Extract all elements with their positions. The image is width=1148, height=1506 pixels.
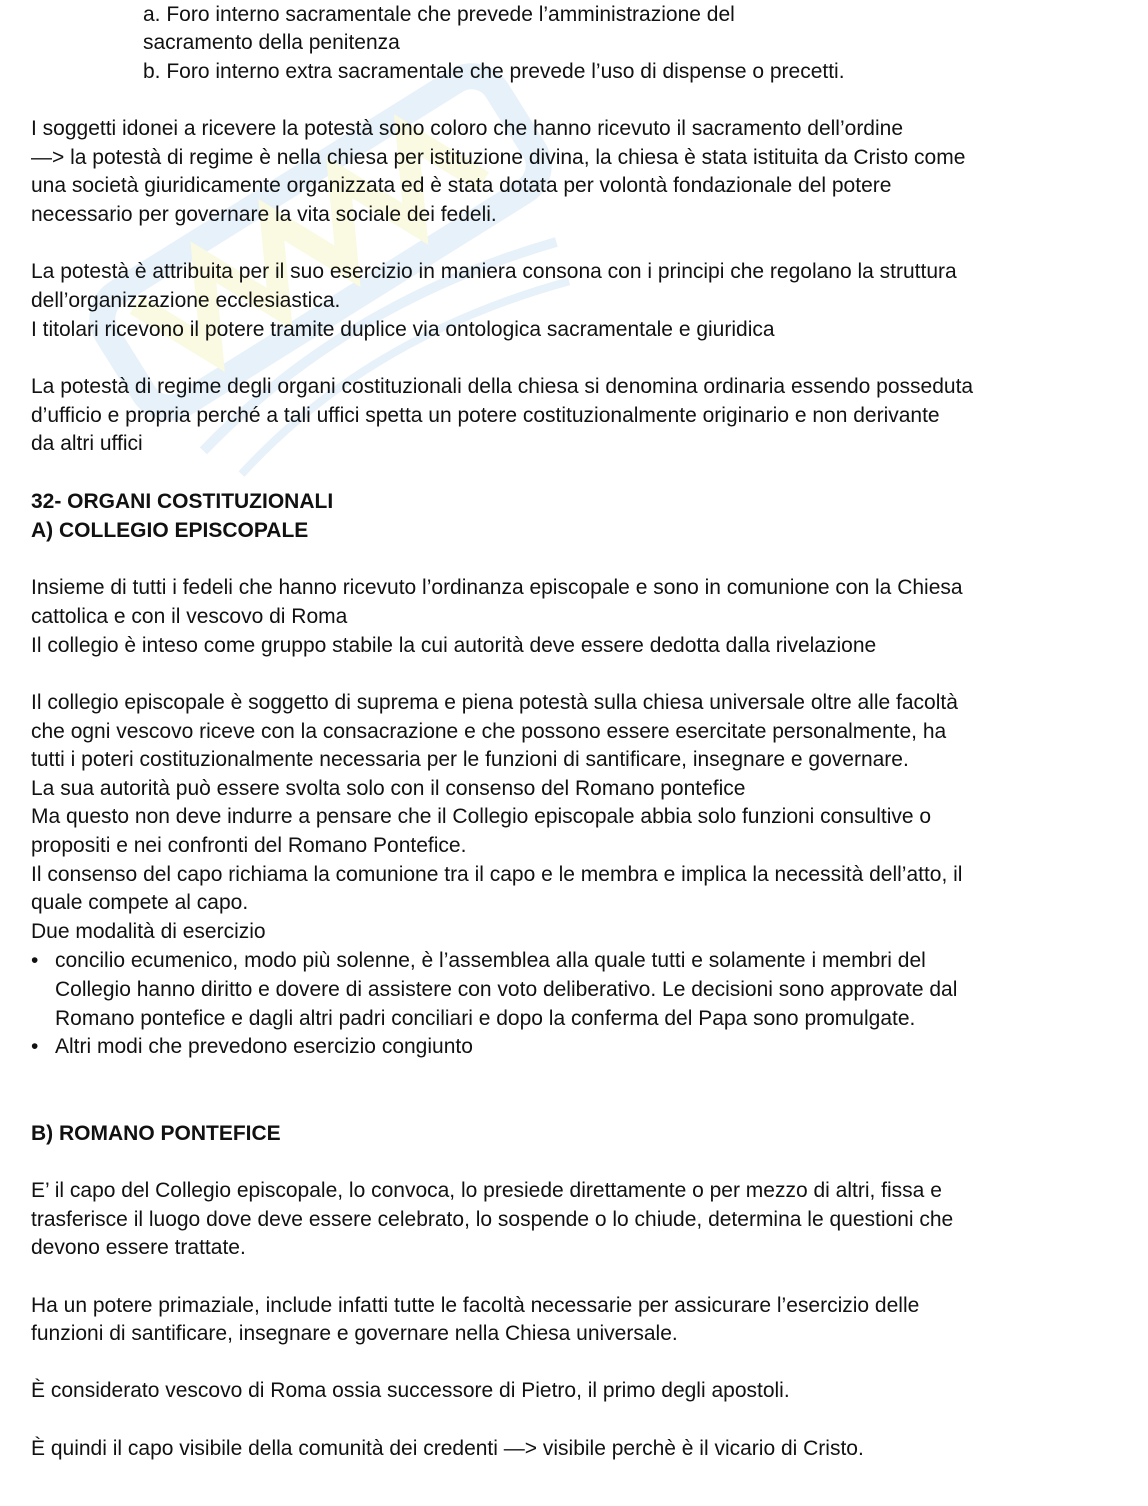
paragraph-line: funzioni di santificare, insegnare e governare nella Chiesa universale. (31, 1322, 678, 1345)
intro-item-b: b. Foro interno extra sacramentale che prevede l’uso di dispense o precetti. (143, 60, 845, 83)
paragraph-line: I titolari ricevono il potere tramite duplice via ontologica sacramentale e giuridica (31, 318, 775, 341)
paragraph-line: tutti i poteri costituzionalmente necessaria per le funzioni di santificare, insegnare e governare. (31, 748, 909, 771)
paragraph-line: E’ il capo del Collegio episcopale, lo convoca, lo presiede direttamente o per mezzo di altri, fissa e (31, 1179, 942, 1202)
paragraph-line: Ma questo non deve indurre a pensare che il Collegio episcopale abbia solo funzioni consultive o (31, 805, 932, 828)
paragraph-line: È quindi il capo visibile della comunità dei credenti —> visibile perchè è il vicario di Cristo. (31, 1437, 864, 1460)
paragraph-line: È considerato vescovo di Roma ossia successore di Pietro, il primo degli apostoli. (31, 1379, 790, 1402)
paragraph-line: che ogni vescovo riceve con la consacrazione e che possono essere esercitate personalmente, ha (31, 720, 947, 743)
subsection-heading-b: B) ROMANO PONTEFICE (31, 1122, 281, 1145)
paragraph-line: necessario per governare la vita sociale dei fedeli. (31, 203, 497, 226)
paragraph-line: dell’organizzazione ecclesiastica. (31, 289, 341, 312)
section-heading: 32- ORGANI COSTITUZIONALI (31, 490, 334, 513)
paragraph-line: Ha un potere primaziale, include infatti tutte le facoltà necessarie per assicurare l’esercizio delle (31, 1294, 920, 1317)
bullet-item-line: concilio ecumenico, modo più solenne, è l’assemblea alla quale tutti e solamente i membri del (55, 949, 926, 972)
paragraph-line: I soggetti idonei a ricevere la potestà sono coloro che hanno ricevuto il sacramento dell’ordine (31, 117, 904, 140)
paragraph-line: trasferisce il luogo dove deve essere celebrato, lo sospende o lo chiude, determina le questioni che (31, 1208, 954, 1231)
bullet-item-line: Romano pontefice e dagli altri padri conciliari e dopo la conferma del Papa sono promulgate. (55, 1007, 916, 1030)
paragraph-line: La potestà è attribuita per il suo esercizio in maniera consona con i principi che regolano la struttura (31, 260, 957, 283)
paragraph-line: devono essere trattate. (31, 1236, 246, 1259)
paragraph-line: Insieme di tutti i fedeli che hanno ricevuto l’ordinanza episcopale e sono in comunione con la Chiesa (31, 576, 963, 599)
paragraph-line: Il consenso del capo richiama la comunione tra il capo e le membra e implica la necessità dell’atto, il (31, 863, 963, 886)
paragraph-line: Due modalità di esercizio (31, 920, 266, 943)
bullet-item-line: Collegio hanno diritto e dovere di assistere con voto deliberativo. Le decisioni sono approvate dal (55, 978, 958, 1001)
subsection-heading-a: A) COLLEGIO EPISCOPALE (31, 519, 309, 542)
paragraph-line: Il collegio episcopale è soggetto di suprema e piena potestà sulla chiesa universale oltre alle facoltà (31, 691, 958, 714)
paragraph-line: da altri uffici (31, 432, 143, 455)
bullet-marker: • (31, 1035, 39, 1058)
intro-item-a: a. Foro interno sacramentale che prevede l’amministrazione del (143, 3, 735, 26)
intro-item-a-cont: sacramento della penitenza (143, 31, 400, 54)
paragraph-line: La sua autorità può essere svolta solo con il consenso del Romano pontefice (31, 777, 746, 800)
paragraph-line: La potestà di regime degli organi costituzionali della chiesa si denomina ordinaria essendo posseduta (31, 375, 974, 398)
paragraph-line: —> la potestà di regime è nella chiesa per istituzione divina, la chiesa è stata istituita da Cristo come (31, 146, 966, 169)
paragraph-line: d’ufficio e propria perché a tali uffici spetta un potere costituzionalmente originario e non derivante (31, 404, 940, 427)
paragraph-line: Il collegio è inteso come gruppo stabile la cui autorità deve essere dedotta dalla rivelazione (31, 634, 877, 657)
paragraph-line: cattolica e con il vescovo di Roma (31, 605, 348, 628)
paragraph-line: quale compete al capo. (31, 891, 249, 914)
bullet-item-line: Altri modi che prevedono esercizio congiunto (55, 1035, 473, 1058)
paragraph-line: una società giuridicamente organizzata ed è stata dotata per volontà fondazionale del potere (31, 174, 892, 197)
bullet-marker: • (31, 949, 39, 972)
paragraph-line: propositi e nei confronti del Romano Pontefice. (31, 834, 467, 857)
